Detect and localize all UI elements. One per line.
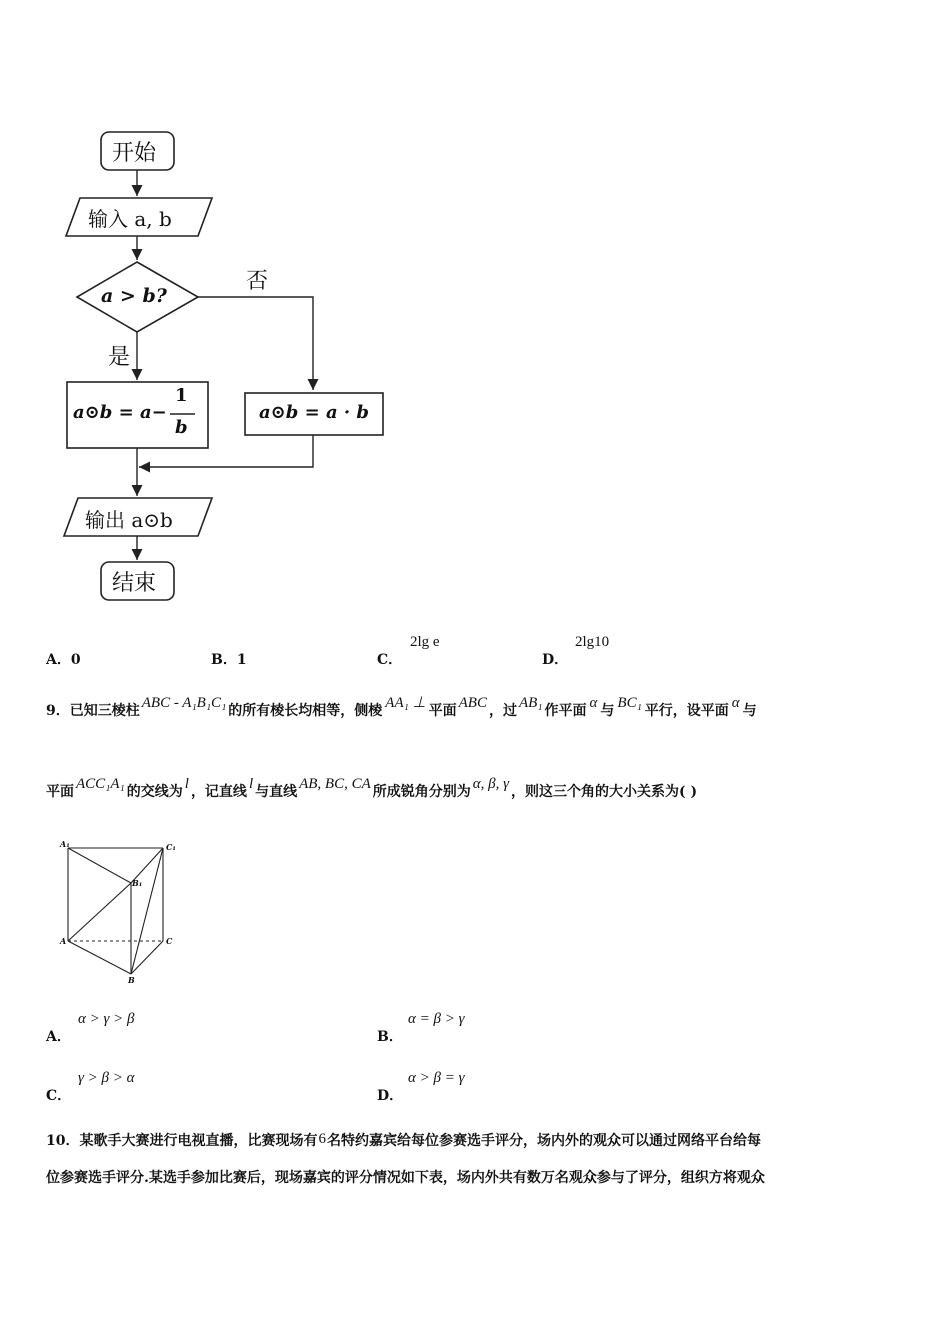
q10-line-2: 位参赛选手评分.某选手参加比赛后，现场嘉宾的评分情况如下表，场内外共有数万名观众参与了评分，组织方将观众 [46,1170,765,1186]
start-label: 开始 [112,141,157,166]
q9-line-2 [46,776,698,801]
q9-math: AB, BC, CA [299,776,371,792]
q9-text: 所成锐角分别为 [372,784,471,800]
q9-line-1 [46,695,757,720]
q9-text: 作平面 [544,703,587,719]
q9-text: 的所有棱长均相等，侧棱 [228,703,383,719]
input-label: 输入 a, b [88,207,172,231]
fig-label-c1: C₁ [166,842,176,852]
q8-option-d-value: 2lg10 [575,634,610,650]
q9-text: 平面 [428,703,457,719]
fig-label-a: A [60,936,67,946]
q9-text: 与 [742,703,757,719]
output-label: 输出 a⊙b [85,508,173,532]
q10-math: 6 [318,1131,326,1147]
q9-math: AA₁ ⊥ [385,695,426,711]
q9-text: ，记直线 [190,784,247,800]
end-label: 结束 [112,571,157,596]
q9-text: 的交线为 [126,784,183,800]
q9-option-c-value: γ > β > α [78,1070,135,1086]
yes-box-lhs: a⊙b = a− [73,402,167,423]
prism-figure [55,838,185,988]
q9-math: ABC - A₁B₁C₁ [141,695,227,711]
fig-label-b1: B₁ [132,878,143,888]
q9-option-a-value: α > γ > β [78,1011,135,1027]
q9-option-b-label: B． [377,1029,403,1045]
q10-text: 10．某歌手大赛进行电视直播，比赛现场有 [46,1133,318,1149]
q8-option-a: A．0 [46,652,81,668]
q9-text: ，过 [488,703,517,719]
yes-box-numerator: 1 [175,385,188,406]
q9-math: BC₁ [617,695,642,711]
q9-text: 与直线 [255,784,298,800]
q10-text: 名特约嘉宾给每位参赛选手评分，场内外的观众可以通过网络平台给每 [326,1133,761,1149]
q8-option-c-value: 2lg e [410,634,440,650]
yes-branch-label: 是 [108,345,131,370]
q9-text: 与 [600,703,615,719]
q9-math: ABC [458,695,487,711]
no-branch-label: 否 [246,269,269,294]
q9-math: AB₁ [518,695,543,711]
q9-math: α, β, γ [472,776,510,792]
q9-math: l [248,776,254,792]
fig-label-b: B [128,975,135,985]
fig-label-c: C [166,936,173,946]
fig-label-a1: A₁ [60,839,70,849]
q8-option-b: B．1 [211,652,247,668]
flowchart [0,0,420,620]
q9-text: 平面 [46,784,74,800]
q9-math: l [184,776,189,792]
q9-option-d-value: α > β = γ [408,1070,465,1086]
q9-option-a-label: A． [46,1029,71,1045]
no-box-label: a⊙b = a · b [259,402,369,423]
q9-option-d-label: D． [377,1088,404,1104]
q9-text: ，则这三个角的大小关系为( ) [511,784,698,800]
q8-option-c-label: C． [377,652,403,668]
q9-text: 平行，设平面 [644,703,729,719]
q8-option-d-label: D． [542,652,569,668]
q10-line-1 [46,1130,761,1150]
decision-label: a > b? [101,285,167,307]
yes-box-denominator: b [175,417,188,438]
q9-math: α [731,695,740,711]
q9-text: 9．已知三棱柱 [46,703,140,719]
q9-option-c-label: C． [46,1088,72,1104]
q9-math: ACC₁A₁ [76,776,125,792]
q9-math: α [589,695,598,711]
q9-option-b-value: α = β > γ [408,1011,465,1027]
